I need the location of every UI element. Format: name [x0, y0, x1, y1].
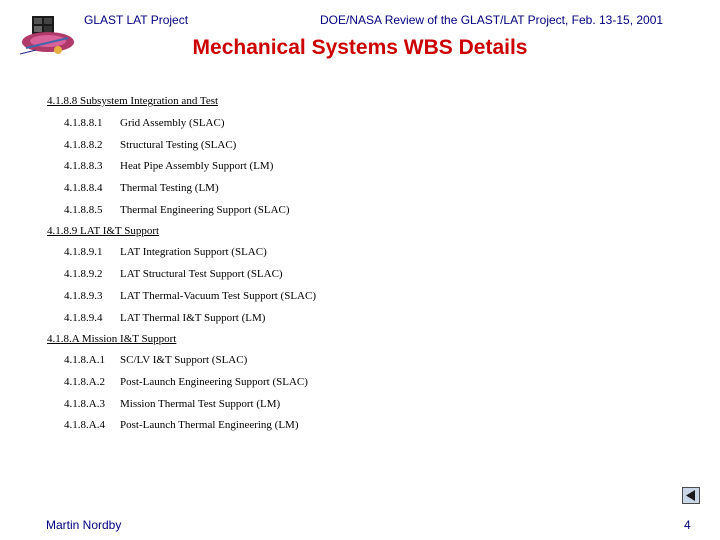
list-item — [64, 290, 316, 302]
section-heading: 4.1.8.8 Subsystem Integration and Test — [47, 95, 219, 107]
back-nav-button[interactable] — [682, 487, 700, 504]
item-text: Thermal Engineering Support (SLAC) — [120, 204, 290, 216]
item-number: 4.1.8.A.3 — [64, 398, 105, 410]
item-number: 4.1.8.8.3 — [64, 160, 103, 172]
item-number: 4.1.8.9.2 — [64, 268, 103, 280]
review-header: DOE/NASA Review of the GLAST/LAT Project, Feb. 13-15, 2001 — [320, 13, 664, 27]
item-text: LAT Thermal I&T Support (LM) — [120, 312, 266, 324]
section-heading: 4.1.8.A Mission I&T Support — [47, 333, 177, 345]
item-text: Mission Thermal Test Support (LM) — [120, 398, 281, 410]
list-item — [64, 376, 308, 388]
item-number: 4.1.8.9.1 — [64, 246, 103, 258]
item-number: 4.1.8.8.4 — [64, 182, 103, 194]
list-item — [64, 246, 267, 258]
item-text: LAT Structural Test Support (SLAC) — [120, 268, 283, 280]
list-item — [64, 204, 290, 216]
list-item — [64, 419, 299, 431]
item-number: 4.1.8.A.4 — [64, 419, 105, 431]
list-item — [64, 160, 273, 172]
item-text: Grid Assembly (SLAC) — [120, 117, 225, 129]
list-item — [64, 117, 225, 129]
slide-title: Mechanical Systems WBS Details — [192, 36, 528, 59]
item-text: LAT Integration Support (SLAC) — [120, 246, 267, 258]
project-header: GLAST LAT Project — [84, 13, 189, 27]
item-number: 4.1.8.8.1 — [64, 117, 103, 129]
section-heading: 4.1.8.9 LAT I&T Support — [47, 225, 160, 237]
item-text: Post-Launch Engineering Support (SLAC) — [120, 376, 308, 388]
author-name: Martin Nordby — [46, 518, 122, 532]
list-item — [64, 312, 265, 324]
item-number: 4.1.8.8.2 — [64, 139, 103, 151]
item-number: 4.1.8.A.1 — [64, 354, 105, 366]
item-number: 4.1.8.9.3 — [64, 290, 103, 302]
item-text: SC/LV I&T Support (SLAC) — [120, 354, 248, 366]
list-item — [64, 182, 219, 194]
item-text: Thermal Testing (LM) — [120, 182, 219, 194]
list-item — [64, 139, 236, 151]
item-number: 4.1.8.8.5 — [64, 204, 103, 216]
list-item — [64, 398, 280, 410]
item-text: LAT Thermal-Vacuum Test Support (SLAC) — [120, 290, 316, 302]
item-text: Structural Testing (SLAC) — [120, 139, 237, 151]
list-item — [64, 354, 247, 366]
item-number: 4.1.8.9.4 — [64, 312, 103, 324]
page-number: 4 — [684, 518, 691, 532]
item-text: Heat Pipe Assembly Support (LM) — [120, 160, 274, 172]
item-number: 4.1.8.A.2 — [64, 376, 105, 388]
back-arrow-icon — [683, 488, 699, 503]
list-item — [64, 268, 283, 280]
item-text: Post-Launch Thermal Engineering (LM) — [120, 419, 299, 431]
